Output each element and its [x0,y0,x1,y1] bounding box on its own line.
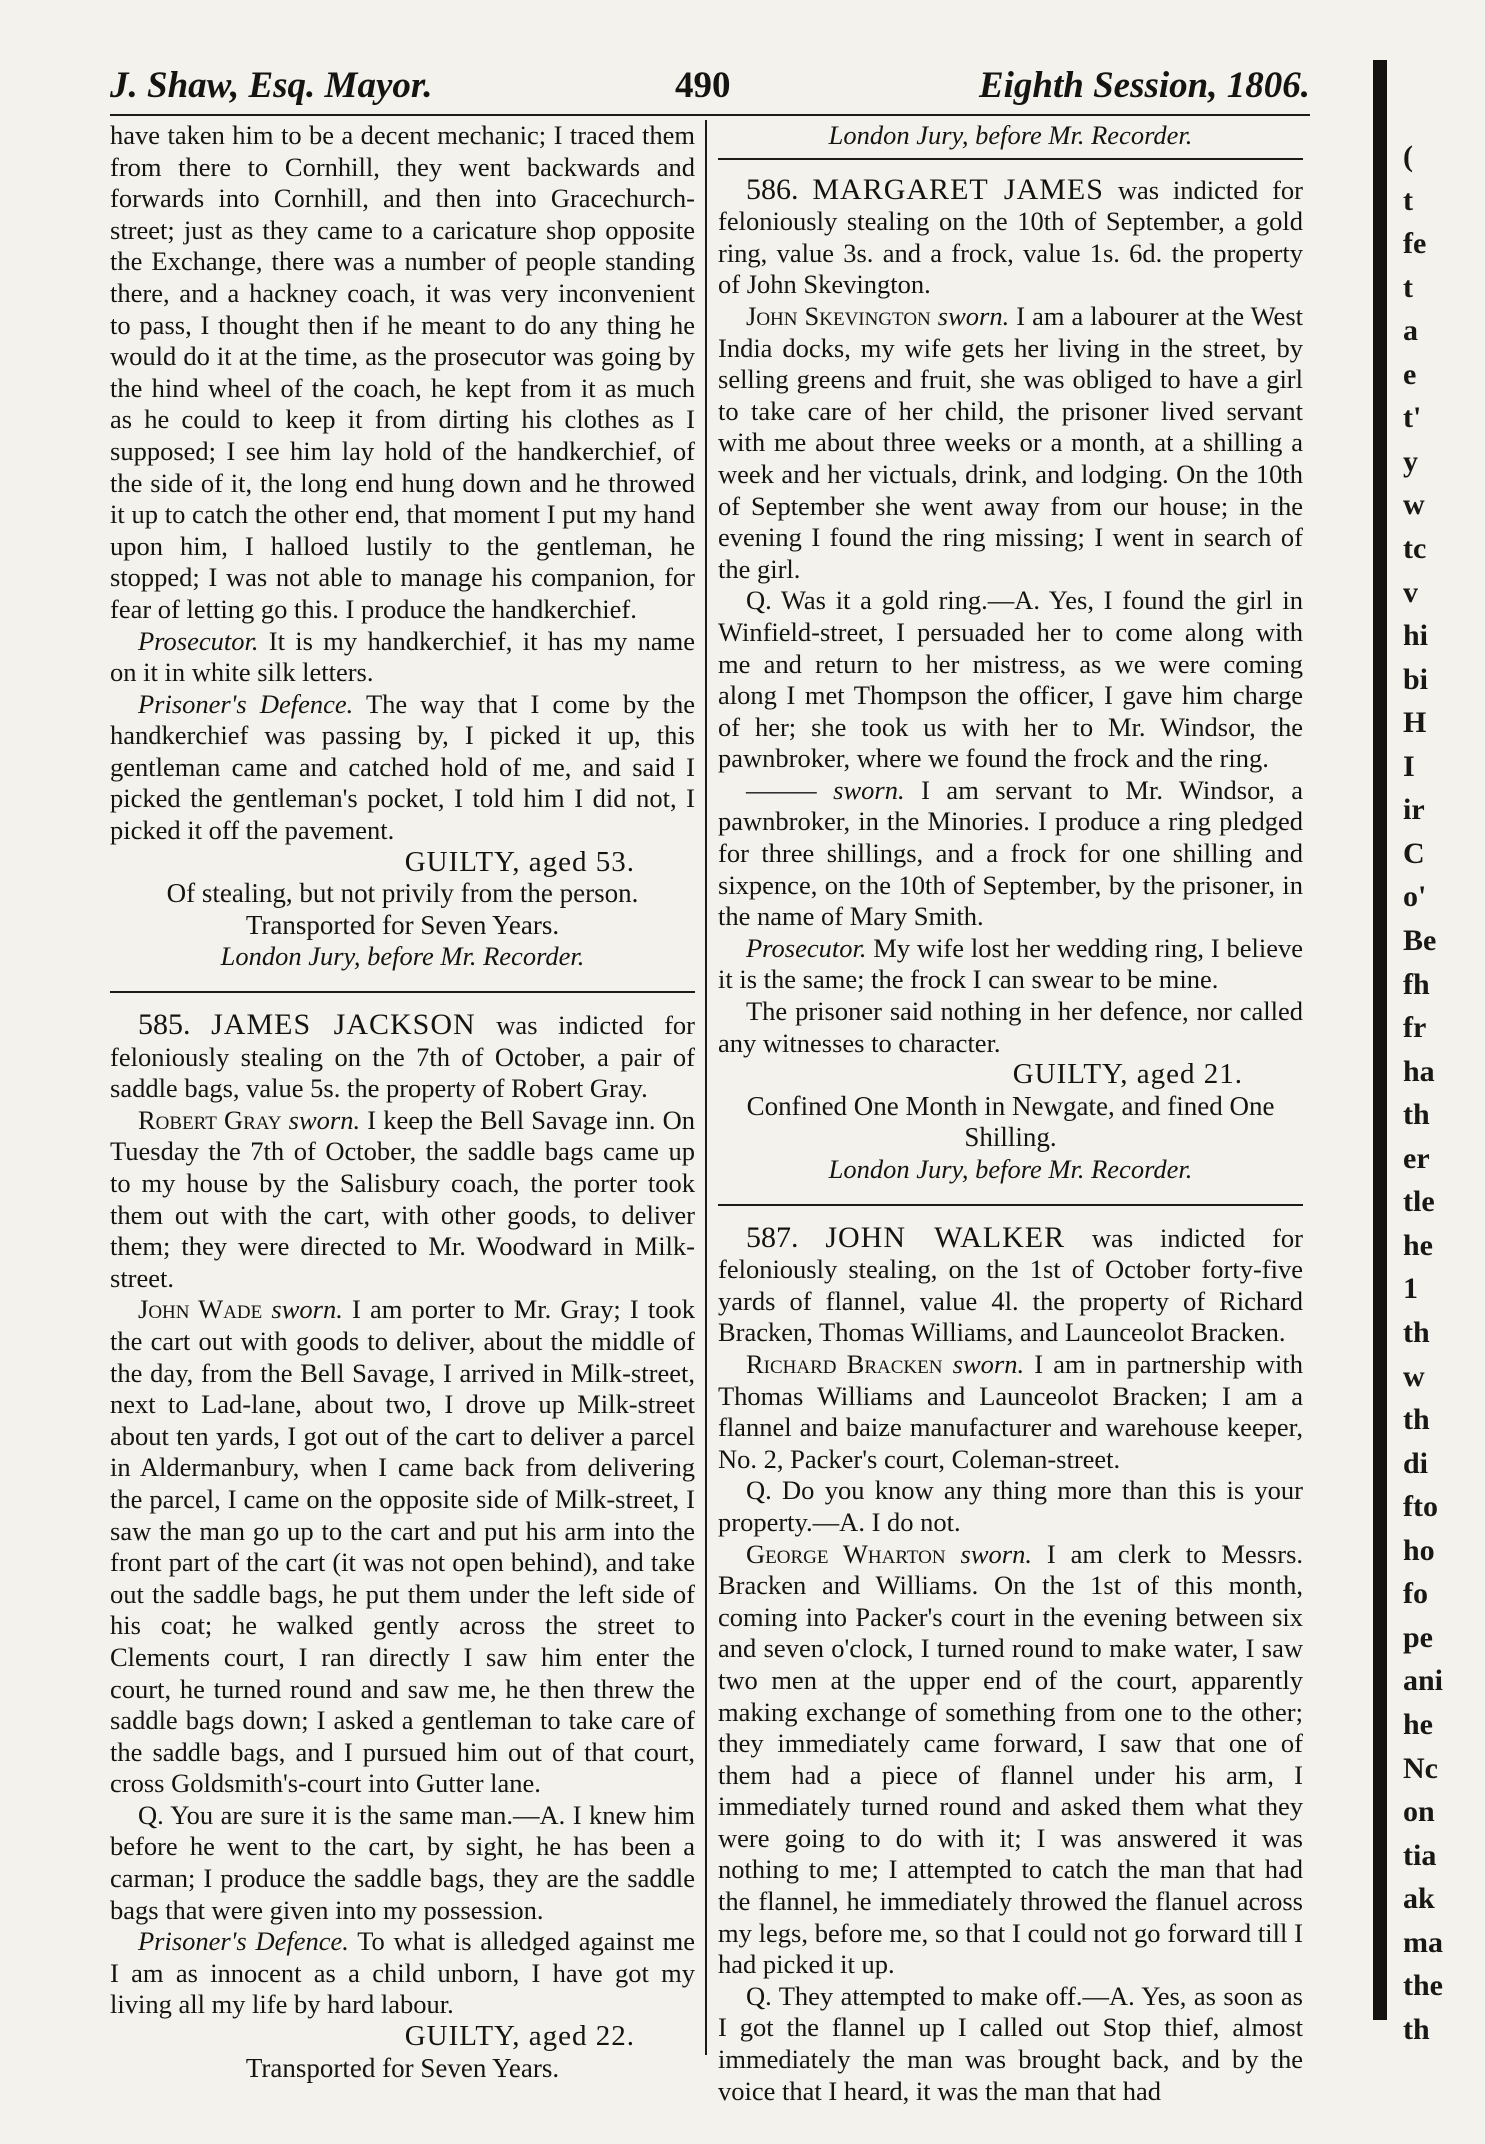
sworn-label: sworn. [271,1294,343,1325]
prosecutor-label: Prosecutor. [746,932,867,963]
bleed-fragment: tle [1403,1185,1435,1218]
verdict-note: Of stealing, but not privily from the person. [166,878,639,909]
adjacent-page-bleed [1395,60,1485,2060]
bleed-fragment: I [1403,750,1415,783]
left-column [110,120,695,2084]
testimony-text: I am porter to Mr. Gray; I took the cart out with goods to deliver, about the middle of the day, from the Bell Savage, I arrived in Milk-street, next to Lad-lane, about two, I drove up Milk-street about ten yards, I got out of the cart to deliver a parcel in Aldermanbury, when I came back from delivering the parcel, I came on the opposite side of Milk-street, I saw the man go up to the cart and put his arm into the front part of the cart (it was not open behind), and take out the saddle bags, he put them under the left side of his coat; he walked gently across the street to Clements court, I ran directly I saw him enter the court, he turned round and saw me, he then threw the saddle bags down; I asked a gentleman to take care of the saddle bags, and I pursued him out of that court, cross Goldsmith's-court into Gutter lane. [110,1294,696,1799]
testimony-text: I am servant to Mr. Windsor, a pawnbroker, in the Minories. I produce a ring pledged for three shillings, and a frock for one shilling and sixpence, on the 10th of September, by the prisoner, in the name of Mary Smith. [718,774,1303,932]
witness-name: ——— sworn. [746,774,905,805]
witness-name: George Wharton [746,1538,946,1569]
column-divider [705,120,707,2055]
bleed-fragment: di [1403,1447,1429,1480]
witness-testimony [718,1349,1303,1475]
bleed-fragment: t [1403,271,1413,304]
bleed-fragment: th [1403,1403,1430,1436]
bleed-fragment: the [1403,1969,1443,2002]
page-number: 490 [675,65,731,106]
question-answer: Q. Was it a gold ring.—A. Yes, I found the girl in Winfield-street, I persuaded her to come along with me and return to her mistress, as we were coming along I met Thompson the officer, I gave him charge of her; she took us with her to Mr. Windsor, the pawnbroker, where we found the frock and the ring. [718,585,1303,774]
bleed-fragment: fto [1403,1490,1438,1523]
bleed-fragment: w [1403,488,1425,521]
testimony-text: I am clerk to Messrs. Bracken and Williams. On the 1st of this month, coming into Packer's court in the evening between six and seven o'clock, I turned round to make water, I saw two men at the upper end of the court, apparently making exchange of something from one to the other; they immediately came forward, I saw that one of them had a piece of flannel under his arm, I immediately turned round and asked them what they were going to do with it; I was answered it was nothing to me; I attempted to catch the man that had the flannel, he immediately throwed the flanuel across my legs, before me, so that I could not go forward till I had picked it up. [718,1538,1304,1980]
bleed-fragment: ( [1403,140,1413,173]
right-column [718,120,1303,2107]
bleed-fragment: y [1403,445,1418,478]
page-header [100,58,1310,114]
bleed-fragment: th [1403,1098,1430,1131]
bleed-fragment: Be [1403,924,1437,957]
header-rule [110,114,1310,116]
witness-name: Richard Bracken [746,1348,943,1379]
case-separator [718,158,1303,160]
defence-label: Prisoner's Defence. [138,688,354,719]
bleed-fragment: ma [1403,1926,1443,1959]
sentence: Confined One Month in Newgate, and fined One Shilling. [746,1090,1275,1153]
bleed-fragment: fo [1403,1577,1428,1610]
defendant-name: JOHN WALKER [825,1220,1066,1254]
prisoner-defence [110,689,695,847]
bleed-fragment: hi [1403,619,1429,652]
bleed-fragment: Nc [1403,1752,1438,1785]
bleed-fragment: H [1403,706,1427,739]
verdict: GUILTY, aged 21. [1012,1058,1243,1091]
sentence: Transported for Seven Years. [245,2052,560,2083]
bleed-fragment: fh [1403,968,1430,1001]
case-586-heading [718,174,1303,301]
witness-testimony [718,775,1303,933]
bleed-fragment: tia [1403,1839,1437,1872]
case-585-heading [110,1009,695,1105]
case-number: 587. [746,1220,799,1254]
witness-testimony [110,1294,695,1800]
bleed-fragment: t' [1403,401,1422,434]
bleed-fragment: bi [1403,663,1429,696]
jury-line: London Jury, before Mr. Recorder. [828,1154,1193,1184]
bleed-fragment: he [1403,1708,1433,1741]
prosecutor-statement [110,626,695,689]
prosecutor-text: My wife lost her wedding ring, I believe it is the same; the frock I can swear to be mine. [718,932,1304,995]
bleed-fragment: ak [1403,1882,1435,1915]
bleed-fragment: a [1403,314,1418,347]
document-page [100,58,1320,2106]
prosecutor-text: It is my handkerchief, it has my name on it in white silk letters. [110,625,695,688]
question-answer: Q. Do you know any thing more than this is your property.—A. I do not. [718,1475,1303,1537]
case-number: 585. [138,1008,191,1042]
page-gutter-shadow [1373,60,1387,2020]
witness-testimony [718,301,1303,585]
bleed-fragment: pe [1403,1621,1433,1654]
case-separator [718,1204,1303,1206]
bleed-fragment: e [1403,358,1417,391]
bleed-fragment: o' [1403,880,1427,913]
defendant-name: JAMES JACKSON [211,1008,476,1042]
prosecutor-label: Prosecutor. [138,625,259,656]
jury-line: London Jury, before Mr. Recorder. [220,941,585,972]
indictment-text: was indicted for feloniously stealing on the 10th of September, a gold ring, value 3s. and a frock, value 1s. 6d. the property of John Skevington. [718,174,1304,300]
bleed-fragment: ir [1403,793,1425,826]
witness-name: Robert Gray [138,1104,282,1135]
testimony-continuation: have taken him to be a decent mechanic; I traced them from there to Cornhill, they went backwards and forwards into Cornhill, and then into Gracechurch-street; just as they came to a caricature shop opposite the Exchange, there was a number of people standing there, and a hackney coach, it was very inconvenient to pass, I thought then if he meant to do any thing he would do it at the time, as the prosecutor was going by the hind wheel of the coach, he kept from it as much as he could to keep it from dirting his clothes as I supposed; I see him lay hold of the handkerchief, of the side of it, the long end hung down and he throwed it up to catch the other end, that moment I put my hand upon him, I halloed lustily to the gentleman, he stopped; I was not able to manage his companion, for fear of letting go this. I produce the handkerchief. [110,120,695,624]
witness-testimony [718,1539,1303,1981]
testimony-text: I keep the Bell Savage inn. On Tuesday the 7th of October, the saddle bags came up to my house by the Salisbury coach, the porter took them out with the cart, with other goods, to deliver them; they were directed to Mr. Woodward in Milk-street. [110,1104,696,1293]
case-separator [110,991,695,993]
bleed-fragment: on [1403,1795,1435,1828]
question-answer: Q. You are sure it is the same man.—A. I knew him before he went to the cart, by sight, he has been a carman; I produce the saddle bags, they are the saddle bags that were given into my possession. [110,1799,695,1925]
header-mayor: J. Shaw, Esq. Mayor. [110,65,433,106]
sworn-label: sworn. [288,1104,361,1135]
bleed-fragment: 1 [1403,1272,1418,1305]
defence-text: The way that I come by the handkerchief was passing by, I picked it up, this gentleman came and catched hold of me, and said I picked the gentleman's pocket, I told him I did not, I picked it off the pavement. [110,688,695,846]
bleed-fragment: t [1403,184,1413,217]
prosecutor-statement [718,933,1303,996]
testimony-text: I am in partnership with Thomas Williams and Launceolot Bracken; I am a flannel and baize manufacturer and warehouse keeper, No. 2, Packer's court, Coleman-street. [718,1348,1304,1474]
witness-testimony [110,1105,695,1295]
witness-name: John Skevington [746,300,931,331]
header-session: Eighth Session, 1806. [978,65,1310,106]
case-587-heading [718,1222,1303,1349]
bleed-fragment: fe [1403,227,1427,260]
jury-line-top: London Jury, before Mr. Recorder. [828,120,1193,150]
question-answer: Q. They attempted to make off.—A. Yes, as soon as I got the flannel up I called out Stop thief, almost immediately the man was brought back, and by the voice that I heard, it was the man that had [718,1980,1303,2106]
bleed-fragment: v [1403,576,1418,609]
bleed-fragment: tc [1403,532,1427,565]
bleed-fragment: th [1403,2013,1430,2046]
witness-name: John Wade [138,1294,263,1325]
sworn-label: sworn. [937,300,1010,331]
bleed-fragment: th [1403,1316,1430,1349]
testimony-text: I am a labourer at the West India docks, my wife gets her living in the street, by selling greens and fruit, she was obliged to have a girl to take care of her child, the prisoner lived servant with me about three weeks or a month, at a shilling a week and her victuals, drink, and lodging. On the 10th of September she went away from our house; in the evening I found the ring missing; I went in search of the girl. [718,300,1303,584]
defendant-name: MARGARET JAMES [812,172,1104,206]
indictment-text: was indicted for feloniously stealing on the 7th of October, a pair of saddle bags, value 5s. the property of Robert Gray. [110,1010,696,1104]
bleed-fragment: w [1403,1360,1425,1393]
prisoner-defence [110,1926,695,2021]
verdict: GUILTY, aged 22. [404,2020,635,2053]
defence-text: To what is alledged against me I am as innocent as a child unborn, I have got my living all my life by hard labour. [110,1926,695,2020]
defence-label: Prisoner's Defence. [138,1926,349,1957]
bleed-fragment: er [1403,1142,1430,1175]
sworn-label: sworn. [952,1348,1025,1379]
bleed-fragment: ho [1403,1534,1435,1567]
bleed-fragment: C [1403,837,1425,870]
case-number: 586. [746,172,799,206]
bleed-fragment: ha [1403,1055,1435,1088]
verdict: GUILTY, aged 53. [404,845,635,878]
bleed-fragment: fr [1403,1011,1427,1044]
sentence: Transported for Seven Years. [245,909,560,940]
bleed-fragment: ani [1403,1664,1444,1697]
sworn-label: sworn. [960,1538,1032,1569]
indictment-text: was indicted for feloniously stealing, on the 1st of October forty-five yards of flannel, value 4l. the property of Richard Bracken, Thomas Williams, and Launceolot Bracken. [718,1222,1304,1348]
prisoner-defence: The prisoner said nothing in her defence, nor called any witnesses to character. [718,996,1303,1058]
bleed-fragment: he [1403,1229,1433,1262]
